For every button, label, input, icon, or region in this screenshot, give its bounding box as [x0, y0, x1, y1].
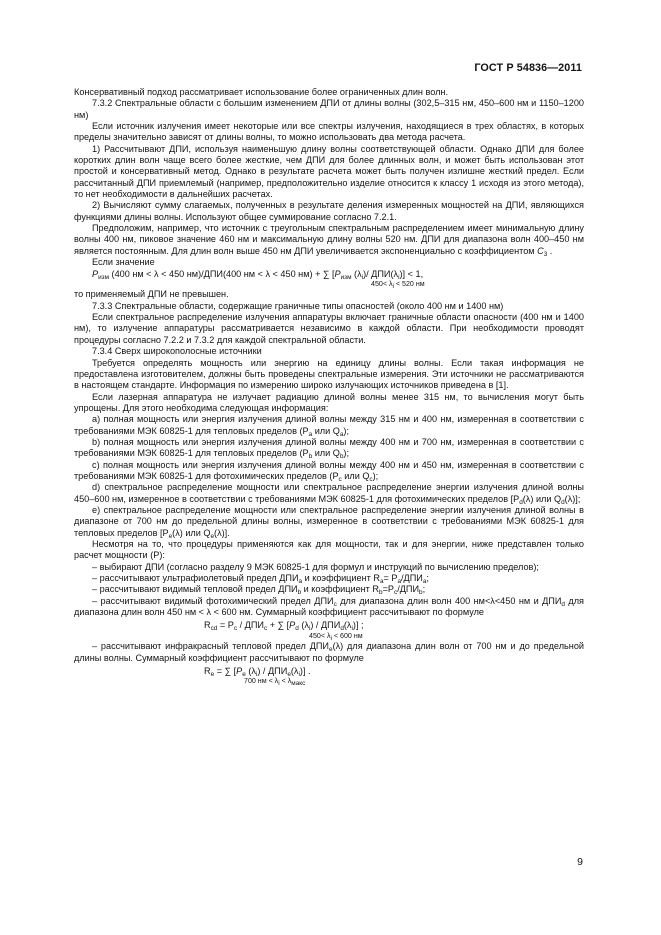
- body-text: [74, 87, 584, 687]
- paragraph-p5: Предположим, например, что источник с треугольным спектральным распределением имеет минимальную длину волны 400 нм, пиковое значение 460 нм и максимальную длину волны 520 нм. ДПИ для диапазона волн 400–450 нм является постоянным. Для длин волн выше 450 нм ДПИ увеличивается экспоненциально с коэффициентом $C_3$ .: [74, 223, 584, 258]
- paragraph-p11: 7.3.4 Сверх широкополосные источники: [92, 346, 262, 357]
- paragraph-p0: Консервативный подход рассматривает использование более ограниченных длин волн.: [74, 87, 449, 97]
- paragraph-p22: – рассчитывают видимый тепловой предел $ДПИ_b$ и коэффициент $R_b=P_c/ДПИ_b$;: [92, 584, 426, 597]
- page-number: 9: [577, 856, 583, 868]
- paragraph-p26: $R_e$ = ∑ [$P_e$ $(\lambda_i) / ДПИ_e(\lambda_i)$] .: [204, 666, 311, 679]
- paragraph-p24: $R_{cd} = P_c / ДПИ_c$ + ∑ [$P_d$ $(\lambda_i) / ДПИ_d(\lambda_i)$] ;: [204, 620, 364, 633]
- formula-sum-range: 700 нм < $\lambda_i < \lambda_{макс}$: [244, 677, 306, 688]
- paragraph-p10: Если спектральное распределение излучения аппаратуры включает граничные области опасности (400 нм и 1400 нм), то излучение аппаратуры рассматривается независимо в каждой области. При необходимости проводят процедуры согласно 7.2.2 и 7.3.2 для каждой спектральной области.: [74, 312, 584, 345]
- paragraph-p6: Если значение: [92, 257, 155, 268]
- paragraph-p14: а) полная мощность или энергия излучения длиной волны между 315 нм и 400 нм, измеренная в соответствии с требованиями МЭК 60825-1 для тепловых пределов ($P_a$ или $Q_a$);: [74, 414, 584, 438]
- paragraph-p2: Если источник излучения имеет некоторые или все спектры излучения, находящиеся в трех областях, в которых пределы значительно зависят от длины волны, то можно использовать два метода расчета.: [74, 121, 584, 143]
- paragraph-p23: – рассчитывают видимый фотохимический предел $ДПИ_c$ для диапазона длин волн 400 нм<λ<450 нм и $ДПИ_d$ для диапазона длин волн 450 нм < λ < 600 нм. Суммарный коэффициент рассчитывают по формуле: [74, 595, 584, 618]
- paragraph-p15: b) полная мощность или энергия излучения длиной волны между 400 нм и 700 нм, измеренная в соответствии с требованиями МЭК 60825-1 для тепловых пределов ($P_b$ или $Q_b$);: [74, 436, 584, 461]
- paragraph-p17: d) спектральное распределение мощности или спектральное распределение энергии излучения длиной волны 450–600 нм, измеренное в соответствии с требованиями МЭК 60825-1 для фотохимических пределов [$P_d(\lambda)$ или $Q_d(\lambda)$];: [74, 482, 584, 506]
- paragraph-p19: Несмотря на то, что процедуры применяются как для мощности, так и для энергии, ниже представлен только расчет мощности (P):: [74, 539, 584, 561]
- paragraph-p25: – рассчитывают инфракрасный тепловой предел $ДПИ_e(\lambda)$ для диапазона длин волн от 700 нм и до предельной длины волны. Суммарный коэффициент рассчитывают по формуле: [74, 641, 584, 663]
- paragraph-p9: 7.3.3 Спектральные области, содержащие граничные типы опасностей (около 400 нм и 1400 нм): [92, 300, 504, 311]
- paragraph-p1: 7.3.2 Спектральные области с большим изменением ДПИ от длины волны (302,5–315 нм, 450–600 нм и 1150–1200 нм): [74, 98, 584, 120]
- paragraph-p13: Если лазерная аппаратура не излучает радиацию длиной волны менее 315 нм, то вычисления могут быть упрощены. Для этого необходима следующая информация:: [74, 391, 584, 413]
- paragraph-p7: $P_{изм}$ (400 нм < λ < 450 нм)/ДПИ(400 нм < λ < 450 нм) + ∑ [$P_{изм}$ $(\lambda_i)/$ $ДПИ(\lambda_i)] < 1$,: [92, 268, 424, 281]
- paragraph-p12: Требуется определять мощность или энергию на единицу длины волны. Если такая информация не предоставлена изготовителем, должны быть проведены спектральные измерения. Эти источники не рассматриваются в настоящем стандарте. Информация по измерению широко излучающих источников приведена в [1].: [74, 357, 584, 391]
- standard-header: ГОСТ Р 54836—2011: [474, 62, 582, 74]
- paragraph-p20: – выбирают ДПИ (согласно разделу 9 МЭК 60825-1 для формул и инструкций по вычислению пределов);: [92, 561, 539, 572]
- paragraph-p21: – рассчитывают ультрафиолетовый предел $ДПИ_a$ и коэффициент $R_a= P_a/ДПИ_a$;: [92, 573, 429, 586]
- paragraph-p16: c) полная мощность или энергия излучения длиной волны между 400 нм и 450 нм, измеренная в соответствии с требованиями МЭК 60825-1 для фотохимических пределов ($P_c$ или $Q_c$);: [74, 459, 584, 483]
- paragraph-p18: e) спектральное распределение мощности или спектральное распределение энергии излучения длиной волны в диапазоне от 700 нм до предельной длины волны, измеренное в соответствии с требованиями МЭК 60825-1 для тепловых пределов [$P_e(\lambda)$ или $Q_e(\lambda)$].: [74, 504, 584, 540]
- formula-sum-range: $450< \lambda_i < 600$ нм: [309, 631, 363, 642]
- paragraph-p4: 2) Вычисляют сумму слагаемых, полученных в результате деления измеренных мощностей на ДПИ, являющихся функциями длины волны. Используют общее суммирование согласно 7.2.1.: [74, 200, 584, 222]
- paragraph-p3: 1) Рассчитывают ДПИ, используя наименьшую длину волны соответствующей области. Однако ДПИ для более коротких длин волн чаще всего более жесткие, чем ДПИ для более длинных волн, и может быть использован этот простой и консервативный метод. Однако в результате расчета может быть получен излишне жесткий предел. Если рассчитанный ДПИ приемлемый (например, предположительно изделие относится к классу 1 исходя из этого метода), то нет необходимости в дальнейших расчетах.: [74, 143, 584, 200]
- paragraph-p8: то применяемый ДПИ не превышен.: [74, 289, 229, 300]
- formula-sum-range: $450< \lambda_i < 520$ нм: [371, 279, 425, 290]
